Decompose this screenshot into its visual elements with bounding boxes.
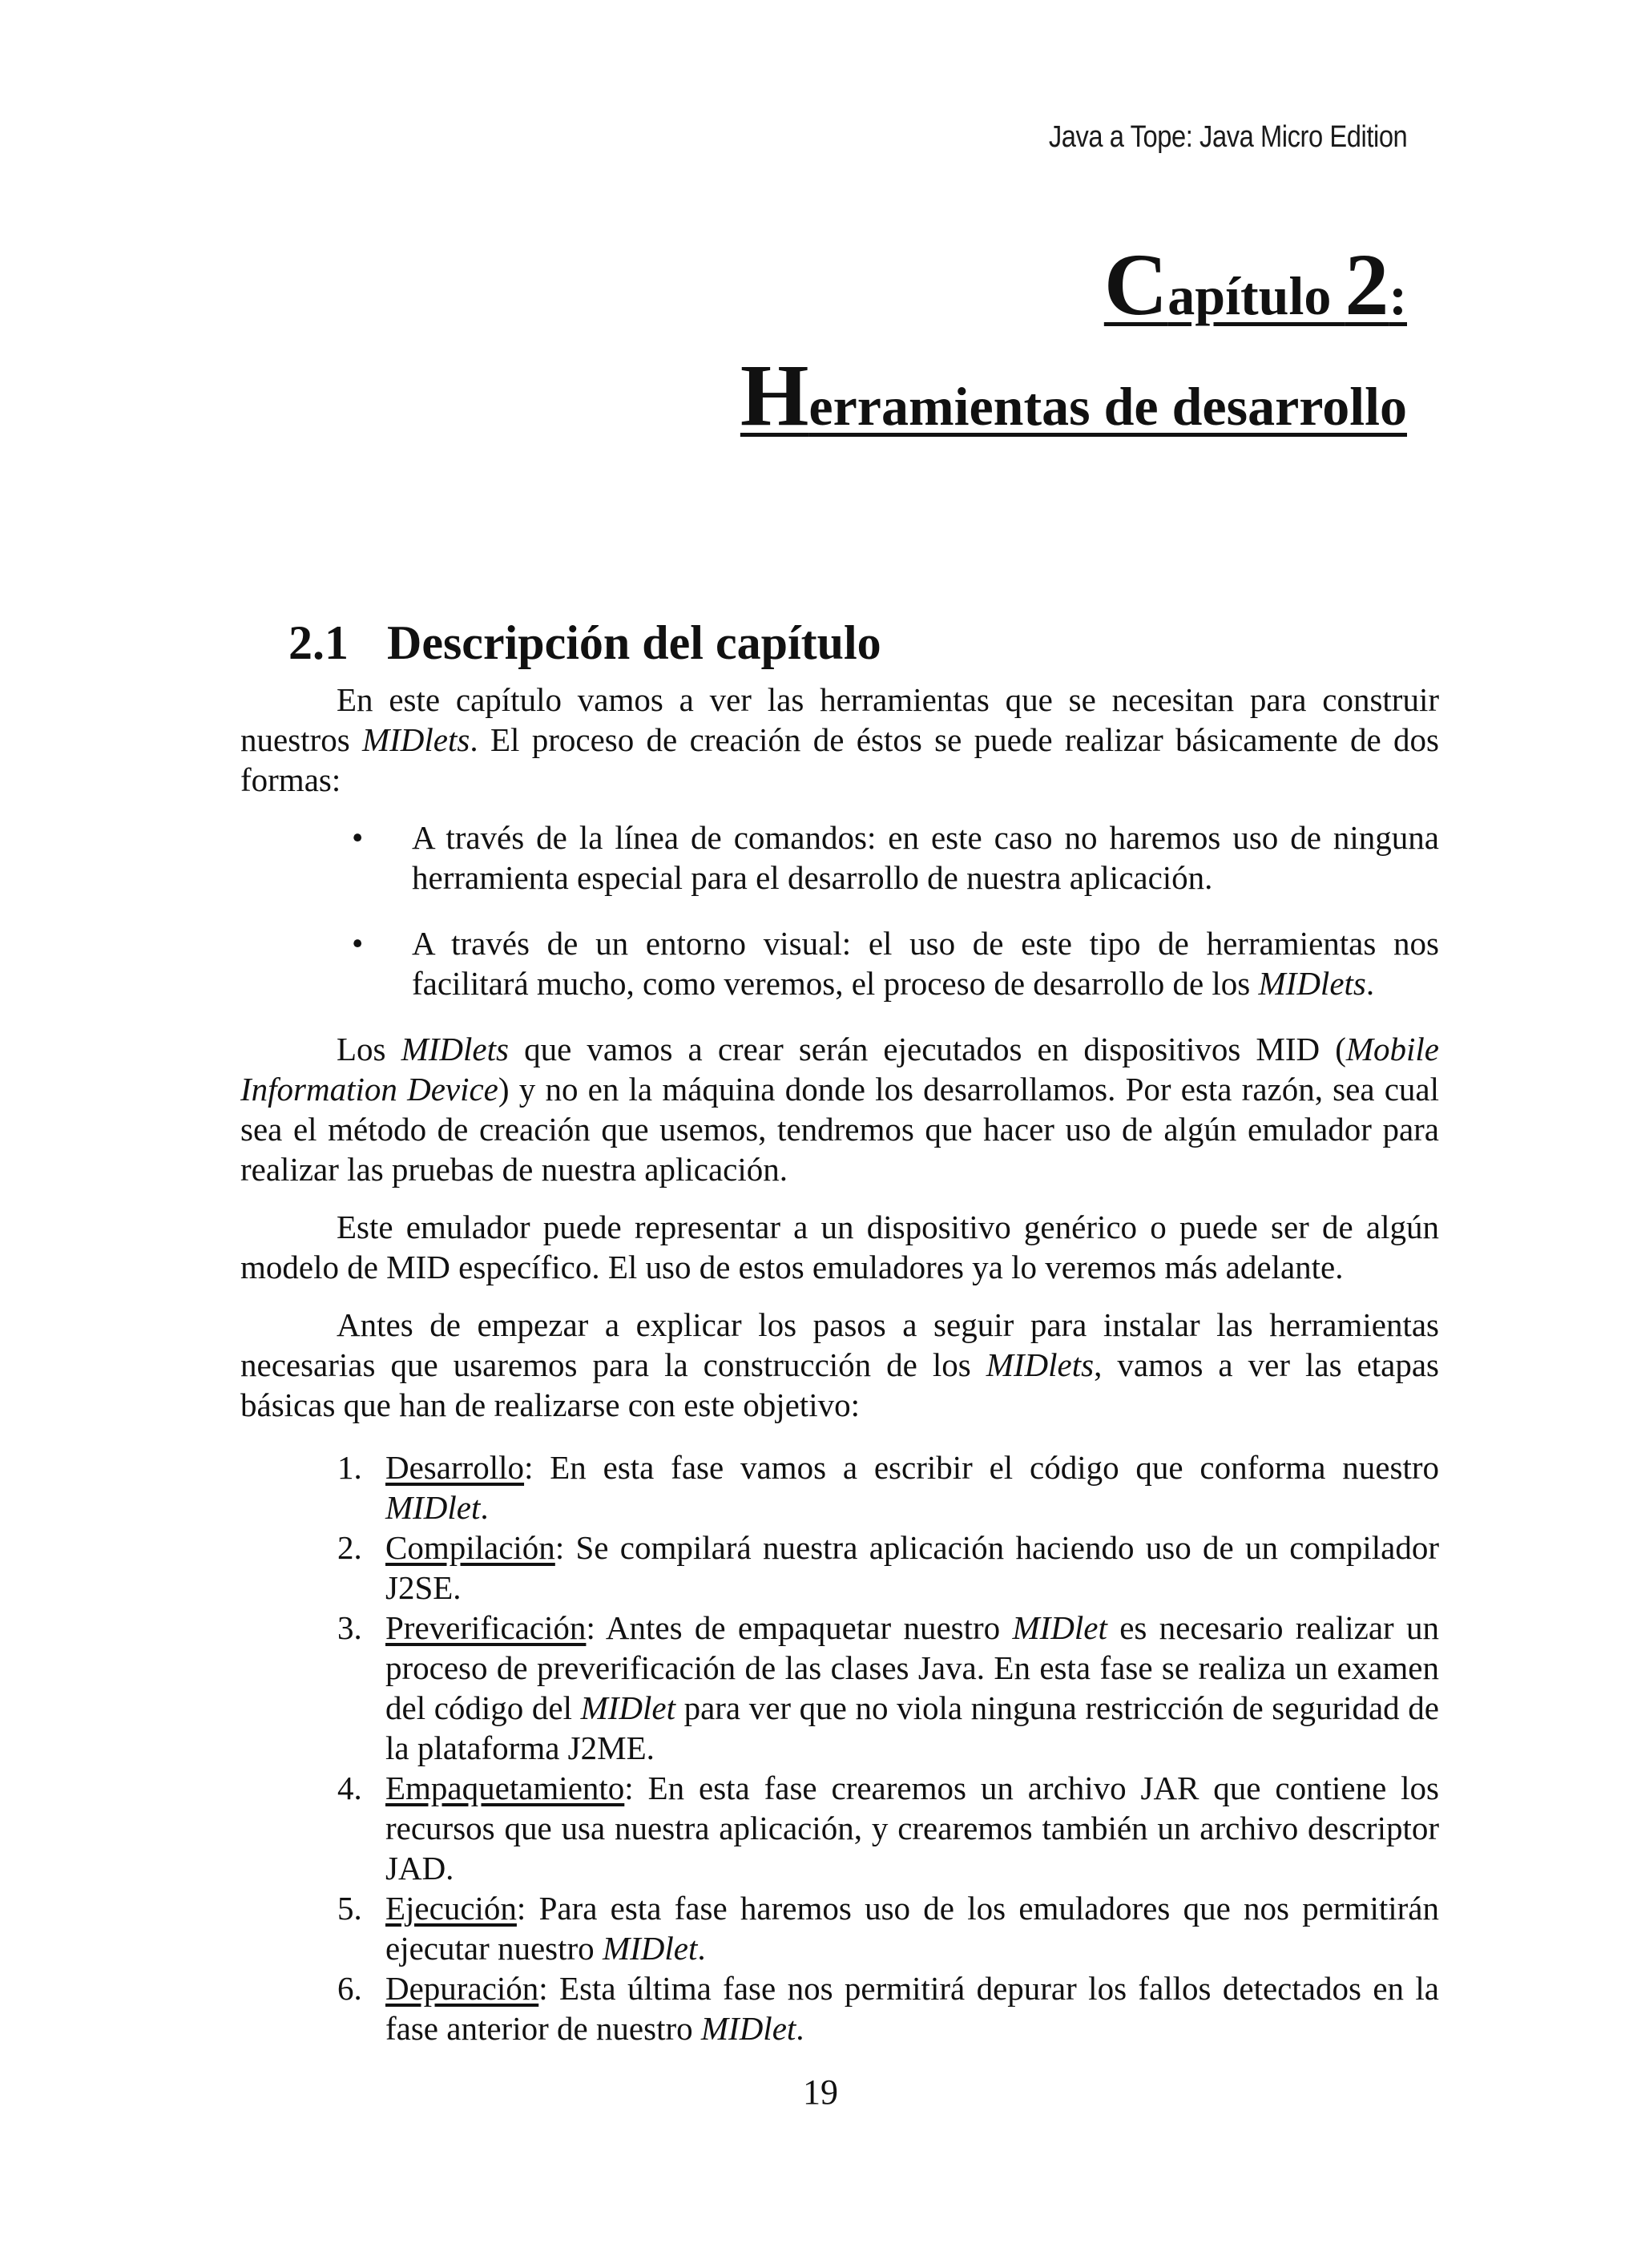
methods-bullet-list	[240, 817, 1439, 1003]
list-item: 5. Ejecución: Para esta fase haremos uso de los emuladores que nos permitirán ejecutar nuestro MIDlet.	[337, 1890, 1439, 1967]
list-item: 3. Preverificación: Antes de empaquetar nuestro MIDlet es necesario realizar un proceso de preverificación de las clases Java. En esta fase se realiza un examen del código del MIDlet para ver que no viola ninguna restricción de seguridad de la plataforma J2ME.	[337, 1609, 1439, 1766]
section-heading	[288, 615, 881, 671]
body-text	[240, 680, 1439, 2048]
list-item: 2. Compilación: Se compilará nuestra aplicación haciendo uso de un compilador J2SE.	[337, 1529, 1439, 1606]
list-item: • A través de un entorno visual: el uso de este tipo de herramientas nos facilitará mucho, como veremos, el proceso de desarrollo de los MIDlets.	[352, 925, 1439, 1002]
section-number: 2.1	[288, 616, 349, 669]
running-header: Java a Tope: Java Micro Edition	[1048, 120, 1407, 154]
chapter-number-line: Capítulo 2:	[1103, 236, 1407, 333]
steps-list	[240, 1447, 1439, 2048]
page-number: 19	[803, 2072, 838, 2112]
bullet-icon: •	[352, 819, 364, 856]
list-item: 1. Desarrollo: En esta fase vamos a escribir el código que conforma nuestro MIDlet.	[337, 1449, 1439, 1526]
intro-paragraph: En este capítulo vamos a ver las herramientas que se necesitan para construir nuestros MIDlets. El proceso de creación de éstos se puede realizar básicamente de dos formas:	[240, 681, 1440, 798]
list-item: 6. Depuración: Esta última fase nos permitirá depurar los fallos detectados en la fase anterior de nuestro MIDlet.	[337, 1970, 1439, 2047]
emulator-paragraph: Este emulador puede representar a un dispositivo genérico o puede ser de algún modelo de MID específico. El uso de estos emuladores ya lo veremos más adelante.	[240, 1209, 1439, 1285]
steps-intro-paragraph: Antes de empezar a explicar los pasos a seguir para instalar las herramientas necesarias que usaremos para la construcción de los MIDlets, vamos a ver las etapas básicas que han de realizarse con este objetivo:	[240, 1306, 1439, 1423]
midlets-paragraph: Los MIDlets que vamos a crear serán ejecutados en dispositivos MID (Mobile Information Device) y no en la máquina donde los desarrollamos. Por esta razón, sea cual sea el método de creación que usemos, tendremos que hacer uso de algún emulador para realizar las pruebas de nuestra aplicación.	[240, 1031, 1440, 1188]
list-item: 4. Empaquetamiento: En esta fase crearemos un archivo JAR que contiene los recursos que usa nuestra aplicación, y crearemos también un archivo descriptor JAD.	[337, 1770, 1439, 1887]
bullet-icon: •	[352, 925, 364, 962]
list-item: • A través de la línea de comandos: en este caso no haremos uso de ninguna herramienta especial para el desarrollo de nuestra aplicación.	[352, 819, 1439, 896]
chapter-title	[740, 236, 1407, 462]
chapter-name-line: Herramientas de desarrollo	[740, 346, 1407, 444]
section-title: Descripción del capítulo	[387, 616, 881, 669]
